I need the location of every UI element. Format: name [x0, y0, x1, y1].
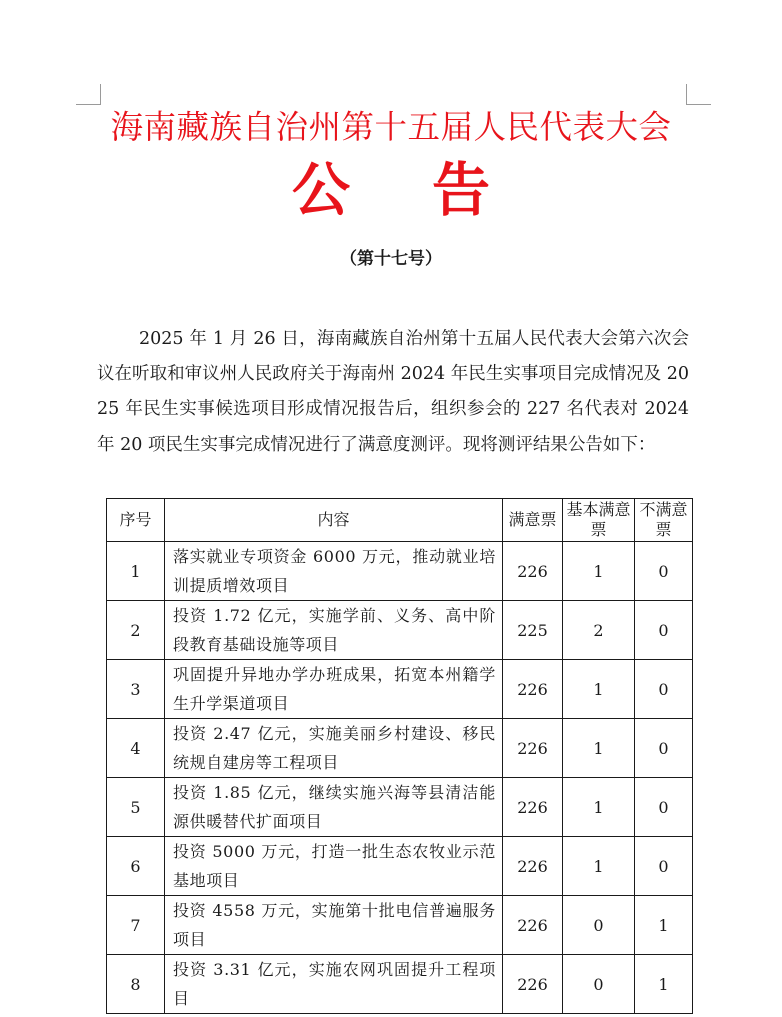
table-row: [107, 542, 693, 601]
row-unsatisfied: 0: [635, 719, 693, 778]
row-content: 投资 2.47 亿元，实施美丽乡村建设、移民统规自建房等工程项目: [165, 719, 503, 778]
row-index: 7: [107, 896, 165, 955]
row-content: 投资 1.72 亿元，实施学前、义务、高中阶段教育基础设施等项目: [165, 601, 503, 660]
header-index: 序号: [107, 499, 165, 542]
header-content: 内容: [165, 499, 503, 542]
table-row: [107, 896, 693, 955]
row-unsatisfied: 0: [635, 660, 693, 719]
row-basic-satisfied: 1: [563, 778, 635, 837]
table-row: [107, 601, 693, 660]
header-basic-satisfied: 基本满意票: [563, 499, 635, 542]
row-content: 巩固提升异地办学办班成果，拓宽本州籍学生升学渠道项目: [165, 660, 503, 719]
heading-char-2: 告: [432, 156, 491, 224]
row-index: 3: [107, 660, 165, 719]
row-basic-satisfied: 0: [563, 955, 635, 1014]
announcement-number: （第十七号）: [340, 249, 442, 269]
row-unsatisfied: 1: [635, 955, 693, 1014]
row-satisfied: 226: [503, 896, 563, 955]
row-index: 6: [107, 837, 165, 896]
row-satisfied: 226: [503, 660, 563, 719]
row-content: 投资 1.85 亿元，继续实施兴海等县清洁能源供暖替代扩面项目: [165, 778, 503, 837]
row-index: 2: [107, 601, 165, 660]
row-satisfied: 226: [503, 837, 563, 896]
row-unsatisfied: 0: [635, 601, 693, 660]
row-unsatisfied: 0: [635, 778, 693, 837]
row-content: 投资 3.31 亿元，实施农网巩固提升工程项目: [165, 955, 503, 1014]
table-row: [107, 778, 693, 837]
row-unsatisfied: 0: [635, 837, 693, 896]
row-index: 8: [107, 955, 165, 1014]
results-table: [106, 498, 693, 1014]
table-row: [107, 837, 693, 896]
header-unsatisfied: 不满意票: [635, 499, 693, 542]
table-row: [107, 660, 693, 719]
heading-char-1: 公: [291, 156, 350, 224]
row-index: 5: [107, 778, 165, 837]
row-basic-satisfied: 2: [563, 601, 635, 660]
row-basic-satisfied: 1: [563, 719, 635, 778]
table-header-row: [107, 499, 693, 542]
row-unsatisfied: 0: [635, 542, 693, 601]
row-content: 投资 4558 万元，实施第十批电信普遍服务项目: [165, 896, 503, 955]
announcement-paragraph: 2025 年 1 月 26 日，海南藏族自治州第十五届人民代表大会第六次会议在听取和审议州人民政府关于海南州 2024 年民生实事项目完成情况及 2025 年民生实事候选项目形成情况报告后，组织参会的 227 名代表对 2024 年 20 项民生实事完成情况进行了满意度测评。现将测评结果公告如下：: [97, 329, 690, 455]
row-index: 1: [107, 542, 165, 601]
table-row: [107, 955, 693, 1014]
row-basic-satisfied: 1: [563, 660, 635, 719]
table-row: [107, 719, 693, 778]
row-basic-satisfied: 1: [563, 837, 635, 896]
row-basic-satisfied: 0: [563, 896, 635, 955]
row-satisfied: 225: [503, 601, 563, 660]
row-satisfied: 226: [503, 955, 563, 1014]
announcement-heading: [0, 152, 782, 228]
row-index: 4: [107, 719, 165, 778]
row-content: 投资 5000 万元，打造一批生态农牧业示范基地项目: [165, 837, 503, 896]
row-basic-satisfied: 1: [563, 542, 635, 601]
row-content: 落实就业专项资金 6000 万元，推动就业培训提质增效项目: [165, 542, 503, 601]
document-title: 海南藏族自治州第十五届人民代表大会: [110, 108, 672, 146]
row-unsatisfied: 1: [635, 896, 693, 955]
row-satisfied: 226: [503, 719, 563, 778]
row-satisfied: 226: [503, 778, 563, 837]
header-satisfied: 满意票: [503, 499, 563, 542]
row-satisfied: 226: [503, 542, 563, 601]
